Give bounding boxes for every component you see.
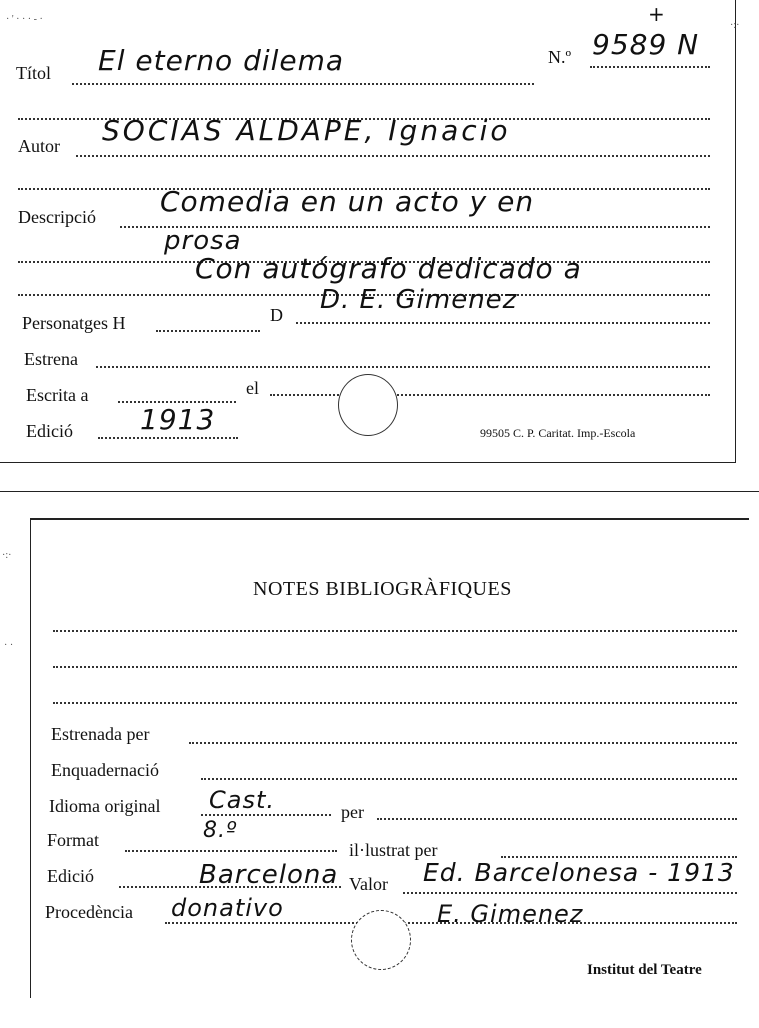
catalog-card-front [0,0,736,463]
personatges-d-value: D. E. Gimenez [320,285,518,315]
notes-dotted-line-3 [53,702,737,704]
idioma-original-value: Cast. [209,786,276,814]
scan-speck: · · [4,640,14,651]
edicio-label: Edició [47,866,94,886]
personatges-d-dotted-line [296,322,710,324]
descripcio-value-line1: Comedia en un acto y en [160,185,535,218]
format-value: 8.º [203,818,238,843]
per-label: per [341,802,364,822]
valor-label: Valor [349,874,388,894]
autor-dotted-line [76,155,710,157]
edicio-value: Barcelona [199,860,339,890]
enquadernacio-label: Enquadernació [51,760,159,780]
printer-imprint: 99505 C. P. Caritat. Imp.-Escola [480,426,636,440]
valor-value: Ed. Barcelonesa - 1913 [423,858,735,887]
notes-dotted-line-1 [53,630,737,632]
descripcio-value-line2: prosa [164,226,242,256]
procedencia-value: donativo [171,894,284,922]
estrena-label: Estrena [24,349,78,369]
estrenada-per-dotted-line [189,742,737,744]
scan-speck: ·:· [2,550,12,561]
card-separator [0,491,759,492]
numero-value: 9589 N [592,28,700,61]
institution-imprint: Institut del Teatre [587,962,702,978]
punch-hole [338,374,398,436]
catalog-card-back [30,518,749,998]
descripcio-label: Descripció [18,207,96,227]
format-dotted-line [125,850,337,852]
titol-label: Títol [16,63,51,83]
descripcio-value-line3: Con autógrafo dedicado a [195,252,582,285]
scan-speck: ·:· [730,20,740,31]
titol-value: El eterno dilema [98,44,345,77]
personatges-d-label: D [270,305,283,325]
edicio-value: 1913 [140,403,216,436]
estrena-dotted-line [96,366,710,368]
personatges-h-dotted-line [156,330,260,332]
procedencia-label: Procedència [45,902,133,922]
el-label: el [246,378,259,398]
numero-label: N.º [548,47,572,67]
scan-speck: · ' · · · - · [6,14,43,25]
punch-hole [351,910,411,970]
edicio-dotted-line [98,437,238,439]
illustrat-per-label: il·lustrat per [349,840,438,860]
notes-dotted-line-2 [53,666,737,668]
idioma-original-dotted-line [201,814,331,816]
edicio-label: Edició [26,421,73,441]
autor-value: SOCIAS ALDAPE, Ignacio [102,114,511,147]
valor-dotted-line [403,892,737,894]
el-dotted-line [270,394,710,396]
numero-mark: + [648,2,666,26]
numero-dotted-line [590,66,710,68]
per-dotted-line [377,818,737,820]
format-label: Format [47,830,99,850]
procedencia-name-value: E. Gimenez [437,900,584,928]
autor-label: Autor [18,136,60,156]
escrita-a-label: Escrita a [26,385,89,405]
idioma-original-label: Idioma original [49,796,161,816]
enquadernacio-dotted-line [201,778,737,780]
estrenada-per-label: Estrenada per [51,724,150,744]
notes-heading: NOTES BIBLIOGRÀFIQUES [253,578,512,600]
personatges-label: Personatges H [22,313,126,333]
titol-dotted-line [72,83,534,85]
